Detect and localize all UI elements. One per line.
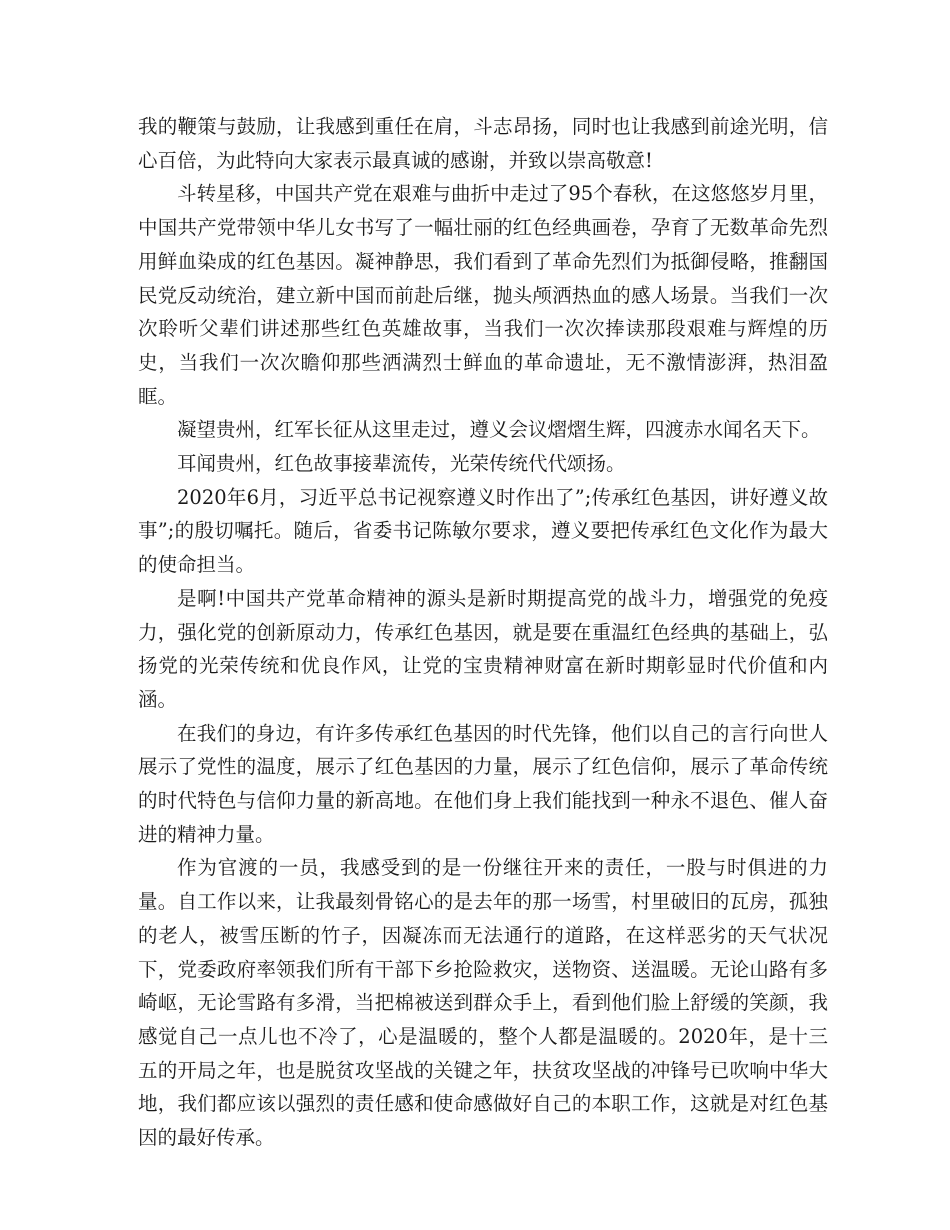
paragraph-5: 2020年6月，习近平总书记视察遵义时作出了”;传承红色基因，讲好遵义故事”;的殷切嘱托。随后，省委书记陈敏尔要求，遵义要把传承红色文化作为最大的使命担当。 [138,485,828,577]
paragraph-8: 作为官渡的一员，我感受到的是一份继往开来的责任，一股与时俱进的力量。自工作以来，让我最刻骨铭心的是去年的那一场雪，村里破旧的瓦房，孤独的老人，被雪压断的竹子，因凝冻而无法通行的道路，在这样恶劣的天气状况下，党委政府率领我们所有干部下乡抢险救灾，送物资、送温暖。无论山路有多崎岖，无论雪路有多滑，当把棉被送到群众手上，看到他们脸上舒缓的笑颜，我感觉自己一点儿也不冷了，心是温暖的，整个人都是温暖的。2020年，是十三五的开局之年，也是脱贫攻坚战的关键之年，扶贫攻坚战的冲锋号已吹响中华大地，我们都应该以强烈的责任感和使命感做好自己的本职工作，这就是对红色基因的最好传承。 [138,856,828,1150]
paragraph-6: 是啊!中国共产党革命精神的源头是新时期提高党的战斗力，增强党的免疫力，强化党的创新原动力，传承红色基因，就是要在重温红色经典的基础上，弘扬党的光荣传统和优良作风，让党的宝贵精神财富在新时期彰显时代价值和内涵。 [138,586,828,711]
document-body [138,110,828,1155]
paragraph-7: 在我们的身边，有许多传承红色基因的时代先锋，他们以自己的言行向世人展示了党性的温度，展示了红色基因的力量，展示了红色信仰，展示了革命传统的时代特色与信仰力量的新高地。在他们身上我们能找到一种永不退色、催人奋进的精神力量。 [138,721,828,846]
paragraph-1: 我的鞭策与鼓励，让我感到重任在肩，斗志昂扬，同时也让我感到前途光明，信心百倍，为此特向大家表示最真诚的感谢，并致以崇高敬意! [138,115,828,172]
paragraph-2: 斗转星移，中国共产党在艰难与曲折中走过了95个春秋，在这悠悠岁月里，中国共产党带领中华儿女书写了一幅壮丽的红色经典画卷，孕育了无数革命先烈用鲜血染成的红色基因。凝神静思，我们看到了革命先烈们为抵御侵略，推翻国民党反动统治，建立新中国而前赴后继，抛头颅洒热血的感人场景。当我们一次次聆听父辈们讲述那些红色英雄故事，当我们一次次捧读那段艰难与辉煌的历史，当我们一次次瞻仰那些洒满烈士鲜血的革命遗址，无不激情澎湃，热泪盈眶。 [138,182,828,408]
paragraph-3: 凝望贵州，红军长征从这里走过，遵义会议熠熠生辉，四渡赤水闻名天下。 [177,418,821,442]
paragraph-4: 耳闻贵州，红色故事接辈流传，光荣传统代代颂扬。 [177,452,626,476]
